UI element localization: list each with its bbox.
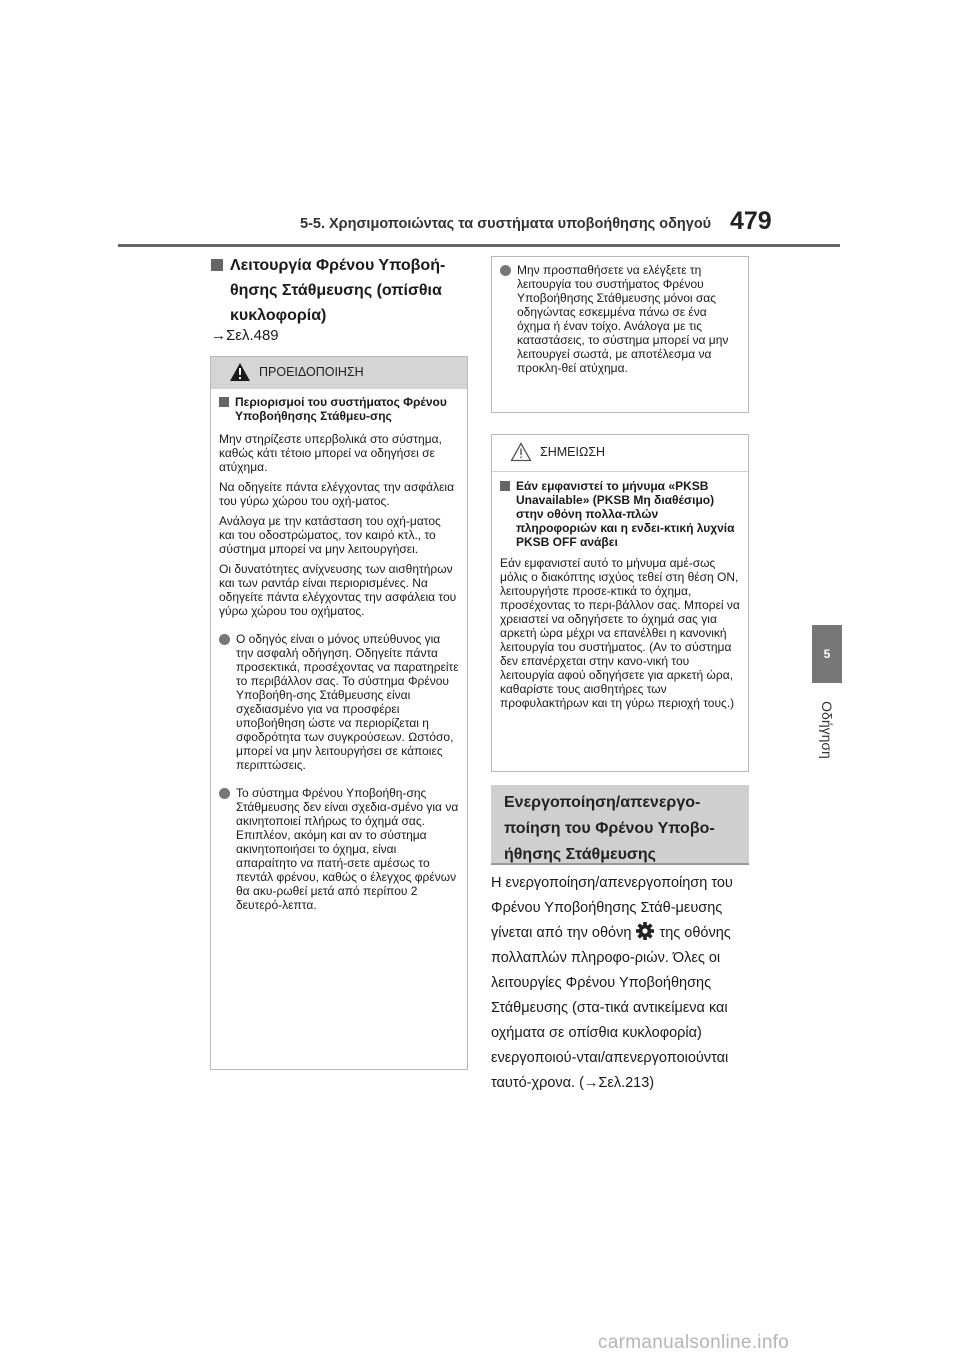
note-triangle-icon [510, 442, 532, 462]
subsection-heading: Λειτουργία Φρένου Υποβοή-θησης Στάθμευσης (οπίσθια κυκλοφορία) [230, 257, 446, 324]
section-band-underline [491, 863, 749, 865]
note-title: ΣΗΜΕΙΩΣΗ [540, 445, 606, 459]
warning-title: ΠΡΟΕΙΔΟΠΟΙΗΣΗ [259, 365, 364, 379]
header-divider [118, 244, 840, 247]
circle-bullet-icon [219, 788, 230, 799]
chapter-label: Οδήγηση [819, 701, 835, 759]
warning-box [210, 356, 468, 1070]
square-bullet-icon [219, 397, 229, 407]
warning-bullet: Μην προσπαθήσετε να ελέγξετε τη λειτουργία του συστήματος Φρένου Υποβοήθησης Στάθμευσης μόνοι σας οδηγώντας εσκεμμένα πάνω σε ένα όχημα ή έναν τοίχο. Ανάλογα με τις καταστάσεις, το σύστημα μπορεί να μην λειτουργεί σωστά, με αποτέλεσμα να προκλη-θεί ατύχημα. [500, 263, 740, 375]
note-box [491, 434, 749, 772]
chapter-tab: 5 [812, 625, 842, 683]
warning-bullet: Ο οδηγός είναι ο μόνος υπεύθυνος για την ασφαλή οδήγηση. Οδηγείτε πάντα προσεκτικά, προσέχοντας να παρατηρείτε το περιβάλλον σας. Το σύστημα Φρένου Υποβοήθη-σης Στάθμευσης είναι σχεδιασμένο για να προσφέρει υποβοήθηση ώστε να περιορίζεται η σφοδρότητα των συγκρούσεων. Ωστόσο, μπορεί να μην λειτουργήσει σε κάποιες περιπτώσεις. [219, 632, 459, 772]
warning-subheading: Περιορισμοί του συστήματος Φρένου Υποβοήθησης Στάθμευ-σης [219, 395, 459, 423]
note-paragraph: Εάν εμφανιστεί αυτό το μήνυμα αμέ-σως μόλις ο διακόπτης ισχύος τεθεί στη θέση ON, λειτουργήστε προσε-κτικά το όχημα, προσέχοντας το περι-βάλλον σας. Μπορεί να χρειαστεί να οδηγήσετε το όχημά σας για αρκετή ώρα μέχρι να επανέλθει η κανονική λειτουργία του συστήματος. (Αν το σύστημα δεν επανέρχεται στην κανο-νική του λειτουργία αφού οδηγήσετε για αρκετή ώρα, καθαρίστε τους αισθητήρες των προφυλακτήρων και τη γύρω περιοχή τους.) [500, 556, 740, 710]
warning-paragraph: Μην στηρίζεστε υπερβολικά στο σύστημα, καθώς κάτι τέτοιο μπορεί να οδηγήσει σε ατύχημα. [219, 432, 442, 474]
section-heading-band: Ενεργοποίηση/απενεργο-ποίηση του Φρένου Υποβο-ήθησης Στάθμευσης [491, 785, 749, 863]
warning-triangle-icon [229, 362, 251, 382]
warning-header [211, 357, 467, 389]
warning-paragraph: Ανάλογα με την κατάσταση του οχή-ματος και του οδοστρώματος, τον καιρό κτλ., το σύστημα μπορεί να μην λειτουργήσει. [219, 514, 441, 556]
warning-continuation-box [491, 256, 749, 413]
page-reference: →Σελ.489 [211, 327, 279, 344]
note-subheading: Εάν εμφανιστεί το μήνυμα «PKSB Unavailable» (PKSB Μη διαθέσιμο) στην οθόνη πολλα-πλών πληροφοριών και η ενδει-κτική λυχνία PKSB OFF ανάβει [500, 479, 740, 549]
square-bullet-icon [211, 259, 223, 271]
warning-bullet: Το σύστημα Φρένου Υποβοήθη-σης Στάθμευσης δεν είναι σχεδια-σμένο για να ακινητοποιεί πλήρως το όχημά σας. Επιπλέον, ακόμη και αν το σύστημα ακινητοποιήσει το όχημα, είναι απαραίτητο να πατή-σετε αμέσως το πεντάλ φρένου, καθώς ο έλεγχος φρένων θα ακυ-ρωθεί μετά από περίπου 2 δευτερό-λεπτα. [219, 786, 459, 912]
page-number: 479 [730, 207, 772, 235]
watermark: carmanualsonline.info [598, 1332, 790, 1353]
circle-bullet-icon [500, 265, 511, 276]
body-paragraph: Η ενεργοποίηση/απενεργοποίηση του Φρένου Υποβοήθησης Στάθ-μευσης γίνεται από την οθόνη της οθόνης πολλαπλών πληροφο-ριών. Όλες οι λειτουργίες Φρένου Υποβοήθησης Στάθμευσης (στα-τικά αντικείμενα και οχήματα σε οπίσθια κυκλοφορία) ενεργοποιού-νται/απενεργοποιούνται ταυτό-χρονα. (→Σελ.213) [491, 875, 733, 1091]
gear-icon [635, 921, 655, 941]
section-title: 5-5. Χρησιμοποιώντας τα συστήματα υποβοήθησης οδηγού [300, 216, 712, 232]
circle-bullet-icon [219, 634, 230, 645]
square-bullet-icon [500, 481, 510, 491]
warning-paragraph: Οι δυνατότητες ανίχνευσης των αισθητήρων και των ραντάρ είναι περιορισμένες. Να οδηγείτε πάντα ελέγχοντας την ασφάλεια του γύρω χώρου του οχήματος. [219, 562, 457, 618]
warning-paragraph: Να οδηγείτε πάντα ελέγχοντας την ασφάλεια του γύρω χώρου του οχή-ματος. [219, 480, 455, 508]
note-header [492, 435, 748, 472]
